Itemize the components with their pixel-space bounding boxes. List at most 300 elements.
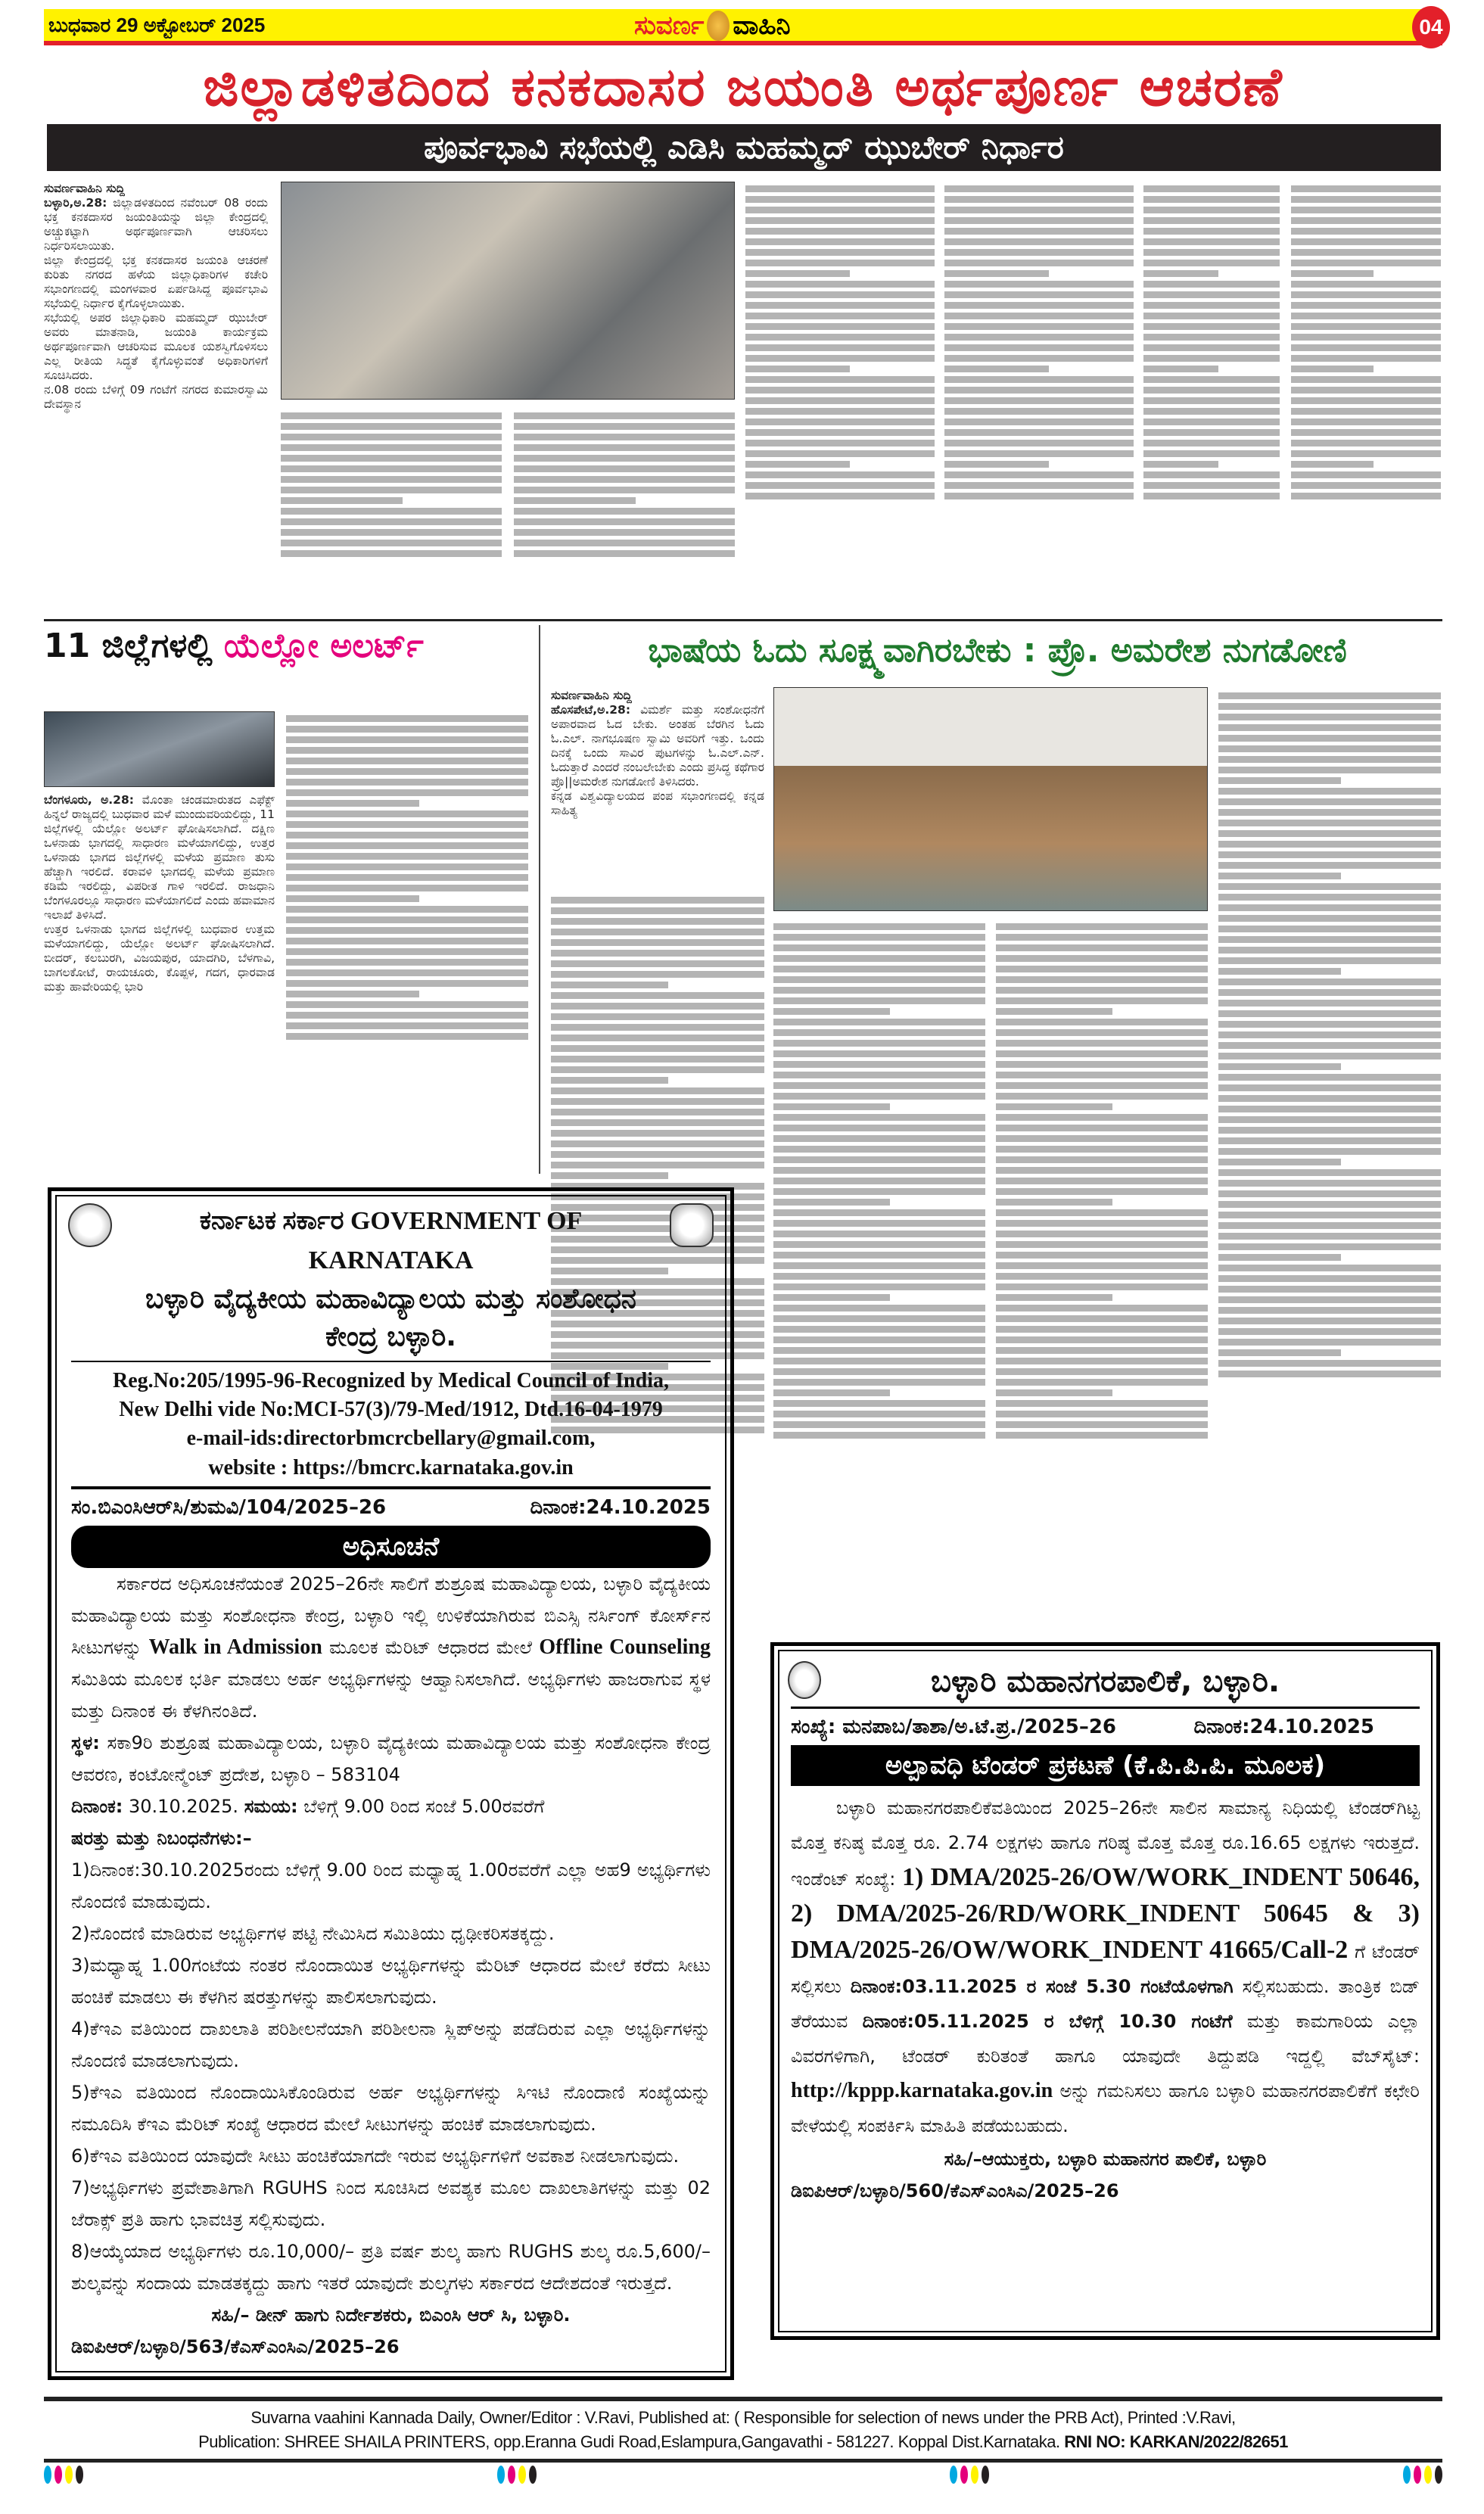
registration-dot [960, 2466, 968, 2484]
lead-article-text [944, 182, 1134, 613]
text-line [551, 939, 764, 946]
text-line [281, 455, 502, 462]
text-line [773, 955, 985, 962]
paragraph: ಜಿಲ್ಲಾ ಕೇಂದ್ರದಲ್ಲಿ ಭಕ್ತ ಕನಕದಾಸರ ಜಯಂತಿ ಆಚರಣೆ ಕುರಿತು ನಗರದ ಹಳೆಯ ಜಿಲ್ಲಾಧಿಕಾರಿಗಳ ಕಚೇರಿ ಸಭಾಂಗಣದಲ್ಲಿ ಮಂಗಳವಾರ ಏರ್ಪಡಿಸಿದ್ದ ಪೂರ್ವಭಾವಿ ಸಭೆಯಲ್ಲಿ ನಿರ್ಧಾರ ಕೈಗೊಳ್ಳಲಾಯಿತು. [44, 254, 268, 310]
text-line [944, 291, 1134, 298]
text-line [551, 1056, 764, 1063]
text-line [773, 1050, 985, 1057]
kppp-website-link[interactable]: http://kppp.karnataka.gov.in [791, 2079, 1053, 2102]
text-line [1218, 989, 1441, 996]
lead-article-text [745, 182, 935, 613]
text-line [1143, 344, 1280, 351]
text-line [996, 1178, 1208, 1184]
text-line [286, 853, 528, 860]
text-line [551, 992, 764, 999]
text-line [745, 217, 935, 224]
language-article-column-1 [551, 689, 764, 885]
term-item: 1)ದಿನಾಂಕ:30.10.2025ರಂದು ಬೆಳಿಗ್ಗೆ 9.00 ರಿಂದ ಮಧ್ಯಾಹ್ನ 1.00ರವರೆಗೆ ಎಲ್ಲಾ ಅಹ9 ಅಭ್ಯರ್ಥಿಗಳು ನೊಂದಣಿ ಮಾಡುವುದು. [71, 1859, 711, 1912]
text-line [1291, 418, 1441, 425]
registration-dot [76, 2466, 83, 2484]
text-line [745, 429, 935, 436]
text-line [996, 1029, 1208, 1036]
weather-article-text [286, 711, 528, 1165]
text-line [1218, 904, 1441, 911]
text-line [1143, 302, 1280, 309]
text-line [1143, 461, 1218, 468]
corporation-name: ಬಳ್ಳಾರಿ ಮಹಾನಗರಪಾಲಿಕೆ, ಬಳ್ಳಾರಿ. [791, 1657, 1420, 1709]
text-line [944, 260, 1134, 266]
text-line [1218, 979, 1441, 985]
text-line [1291, 344, 1441, 351]
text-line [1291, 196, 1441, 203]
text-line [745, 302, 935, 309]
registration-dot [982, 2466, 989, 2484]
text-line [944, 440, 1134, 446]
text-line [745, 418, 935, 425]
text-line [551, 929, 764, 935]
text-line [286, 842, 528, 849]
text-line [1218, 777, 1341, 784]
institution-name: ಬಳ್ಳಾರಿ ವೈದ್ಯಕೀಯ ಮಹಾವಿದ್ಯಾಲಯ ಮತ್ತು ಸಂಶೋಧನ ಕೇಂದ್ರ ಬಳ್ಳಾರಿ. [71, 1280, 711, 1362]
text-line [286, 789, 528, 796]
text-line [745, 355, 935, 362]
dipr-number: ಡಿಐಪಿಆರ್/ಬಳ್ಳಾರಿ/563/ಕೆಎಸ್‌ಎಂಸಿಎ/2025–26 [71, 2336, 400, 2357]
text-line [286, 948, 528, 955]
text-line [1291, 429, 1441, 436]
text-line [1291, 260, 1441, 266]
dateline: ಬಳ್ಳಾರಿ,ಅ.28: [44, 196, 107, 210]
tender-title: ಅಲ್ಪಾವಧಿ ಟೆಂಡರ್ ಪ್ರಕಟಣೆ (ಕೆ.ಪಿ.ಪಿ.ಪಿ. ಮೂಲಕ) [791, 1745, 1420, 1786]
text-line [286, 832, 528, 839]
text-line [773, 923, 985, 930]
text-line [745, 260, 935, 266]
text-line [996, 1156, 1208, 1163]
text-line [944, 217, 1134, 224]
text-line [1218, 1084, 1441, 1091]
text-line [286, 969, 528, 976]
text-line [1218, 724, 1441, 731]
text-line [281, 508, 502, 515]
text-line [281, 412, 502, 419]
text-line [773, 1072, 985, 1078]
text-line [745, 196, 935, 203]
text-line [1218, 830, 1441, 837]
text-line [745, 323, 935, 330]
text-line [281, 497, 403, 504]
text-line [286, 874, 528, 881]
text-line [1291, 376, 1441, 383]
text-line [996, 1167, 1208, 1174]
text-line [1218, 873, 1341, 879]
text-line [996, 934, 1208, 941]
text-line [1291, 249, 1441, 256]
registration-dot [508, 2466, 515, 2484]
text-line [944, 270, 1049, 277]
text-line [1291, 482, 1441, 489]
text-line [1218, 1095, 1441, 1102]
tender-body: ಬಳ್ಳಾರಿ ಮಹಾನಗರಪಾಲಿಕೆವತಿಯಿಂದ 2025–26ನೇ ಸಾಲಿನ ಸಾಮಾನ್ಯ ನಿಧಿಯಲ್ಲಿ ಟೆಂಡರ್‌ಗಿಟ್ಟ ಮೊತ್ತ ಕನಿಷ್ಠ ಮೊತ್ತ ರೂ. 2.74 ಲಕ್ಷಗಳು ಹಾಗೂ ಗರಿಷ್ಠ ಮೊತ್ತ ಮೊತ್ತ ರೂ.16.65 ಲಕ್ಷಗಳು ಇರುತ್ತದೆ. ಇಂಡೆಂಟ್ ಸಂಖ್ಯೆ: 1) DMA/2025-26/OW/WORK_INDENT 50646, 2) DMA/2025-26/RD/WORK_INDENT 50645 & 3) DMA/2025-26/OW/WORK_INDENT 41665/Call-2 ಗೆ ಟೆಂಡರ್ ಸಲ್ಲಿಸಲು ದಿನಾಂಕ:03.11.2025 ರ ಸಂಜೆ 5.30 ಗಂಟೆಯೊಳಗಾಗಿ ಸಲ್ಲಿಸಬಹುದು. ತಾಂತ್ರಿಕ ಬಿಡ್ ತೆರೆಯುವ ದಿನಾಂಕ:05.11.2025 ರ ಬೆಳಿಗ್ಗೆ 10.30 ಗಂಟೆಗೆ ಮತ್ತು ಕಾಮಗಾರಿಯ ಎಲ್ಲಾ ವಿವರಗಳಿಗಾಗಿ, ಟೆಂಡರ್ ಕುರಿತಂತೆ ಹಾಗೂ ಯಾವುದೇ ತಿದ್ದುಪಡಿ ಇದ್ದಲ್ಲಿ ವೆಬ್‌ಸೈಟ್: http://kppp.karnataka.gov.in ಅನ್ನು ಗಮನಿಸಲು ಹಾಗೂ ಬಳ್ಳಾರಿ ಮಹಾನಗರಪಾಲಿಕೆಗೆ ಕಛೇರಿ ವೇಳೆಯಲ್ಲಿ ಸಂಪರ್ಕಿಸಿ ಮಾಹಿತಿ ಪಡೆಯಬಹುದು. [791, 1797, 1420, 2136]
text-line [286, 1033, 528, 1040]
text-line [286, 736, 528, 743]
notice-date: ದಿನಾಂಕ:24.10.2025 [530, 1496, 711, 1519]
schedule: ದಿನಾಂಕ: 30.10.2025. ಸಮಯ: ಬೆಳಿಗ್ಗೆ 9.00 ರಿಂದ ಸಂಜೆ 5.00ರವರೆಗೆ [71, 1796, 545, 1817]
text-line [1218, 894, 1441, 901]
terms-list [71, 1854, 711, 2299]
text-line [996, 1093, 1208, 1100]
text-line [944, 323, 1134, 330]
text-line [514, 529, 735, 536]
text-line [944, 408, 1134, 415]
text-line [1218, 1137, 1441, 1144]
text-line [745, 238, 935, 245]
text-line [773, 1103, 890, 1110]
text-line [1218, 820, 1441, 826]
text-line [1291, 355, 1441, 362]
text-line [286, 927, 528, 934]
signature: ಸಹಿ/–ಆಯುಕ್ತರು, ಬಳ್ಳಾರಿ ಮಹಾನಗರ ಪಾಲಿಕೆ, ಬಳ್ಳಾರಿ [944, 2148, 1267, 2170]
text-line [1291, 291, 1441, 298]
text-line [944, 397, 1134, 404]
text-line [1218, 1042, 1441, 1049]
news-source: ಸುವರ್ಣವಾಹಿನಿ ಸುದ್ದಿ [551, 689, 632, 702]
registration-dot [1435, 2466, 1442, 2484]
weather-article-column-1 [44, 793, 275, 1171]
lead-article-text [281, 409, 502, 613]
text-line [1143, 366, 1218, 372]
term-item: 7)ಅಭ್ಯರ್ಥಿಗಳು ಪ್ರವೇಶಾತಿಗಾಗಿ RGUHS ನಿಂದ ಸೂಚಿಸಿದ ಅವಶ್ಯಕ ಮೂಲ ದಾಖಲಾತಿಗಳನ್ನು ಮತ್ತು 02 ಜೆರಾಕ್ಸ್ ಪ್ರತಿ ಹಾಗು ಭಾವಚಿತ್ರ ಸಲ್ಲಿಸುವುದು. [71, 2177, 711, 2230]
text-line [745, 387, 935, 394]
text-line [773, 1156, 985, 1163]
text-line [1291, 185, 1441, 192]
karnataka-emblem-icon [670, 1203, 714, 1247]
text-line [551, 982, 668, 988]
registration-mark [497, 2466, 537, 2484]
text-line [1291, 228, 1441, 235]
text-line [551, 1045, 764, 1052]
text-line [286, 726, 528, 733]
text-line [996, 966, 1208, 972]
logo-text-right: ವಾಹಿನಿ [733, 11, 791, 41]
text-line [944, 185, 1134, 192]
text-line [1291, 461, 1374, 468]
venue: ಸ್ಥಳ: ಸಕಾ9ರಿ ಶುಶ್ರೂಷ ಮಹಾವಿದ್ಯಾಲಯ, ಬಳ್ಳಾರಿ ವೈದ್ಯಕೀಯ ಮಹಾವಿದ್ಯಾಲಯ ಮತ್ತು ಸಂಶೋಧನಾ ಕೇಂದ್ರ ಆವರಣ, ಕಂಟೋನ್ಮೆಂಟ್ ಪ್ರದೇಶ, ಬಳ್ಳಾರಿ – 583104 [71, 1732, 711, 1785]
text-line [286, 959, 528, 966]
text-line [286, 747, 528, 754]
text-line [745, 185, 935, 192]
lead-headline: ಜಿಲ್ಲಾಡಳಿತದಿಂದ ಕನಕದಾಸರ ಜಯಂತಿ ಅರ್ಥಪೂರ್ಣ ಆಚರಣೆ [203, 56, 1283, 118]
imprint-line: Publication: SHREE SHAILA PRINTERS, opp.Eranna Gudi Road,Eslampura,Gangavathi - 581227. Koppal Dist.Karnataka. RNI NO: KARKAN/2022/82651 [198, 2432, 1288, 2451]
text-line [996, 1146, 1208, 1153]
text-line [286, 863, 528, 870]
text-line [286, 811, 528, 817]
text-line [773, 1029, 985, 1036]
text-line [1291, 302, 1441, 309]
text-line [773, 934, 985, 941]
term-item: 3)ಮಧ್ಯಾಹ್ನ 1.00ಗಂಟೆಯ ನಂತರ ನೊಂದಾಯಿತ ಅಭ್ಯರ್ಥಿಗಳನ್ನು ಮೆರಿಟ್ ಆಧಾರದ ಮೇಲೆ ಕರೆದು ಸೀಟು ಹಂಚಿಕೆ ಮಾಡಲು ಈ ಕೆಳಗಿನ ಷರತ್ತುಗಳನ್ನು ಪಾಲಿಸಲಾಗುವುದು. [71, 1955, 711, 2008]
text-line [551, 1140, 764, 1147]
event-photo [773, 687, 1208, 911]
website: website : https://bmcrc.karnataka.gov.in [71, 1453, 711, 1489]
notice-date: ದಿನಾಂಕ:24.10.2025 [1193, 1716, 1374, 1738]
text-line [1218, 735, 1441, 742]
text-line [944, 238, 1134, 245]
text-line [944, 355, 1134, 362]
text-line [1143, 270, 1218, 277]
registration-mark [44, 2466, 83, 2484]
logo-text-left: ಸುವರ್ಣ [634, 11, 705, 41]
text-line [286, 758, 528, 764]
text-line [745, 281, 935, 288]
imprint-line: Suvarna vaahini Kannada Daily, Owner/Editor : V.Ravi, Published at: ( Responsible for selection of news under the PRB Act), Printed :V.Ravi, [250, 2408, 1236, 2427]
text-line [996, 1082, 1208, 1089]
text-line [944, 429, 1134, 436]
text-line [1291, 238, 1441, 245]
text-line [551, 1035, 764, 1041]
term-item: 4)ಕೆಇಎ ವತಿಯಿಂದ ದಾಖಲಾತಿ ಪರಿಶೀಲನೆಯಾಗಿ ಪರಿಶೀಲನಾ ಸ್ಲಿಪ್‌ಅನ್ನು ಪಡೆದಿರುವ ಎಲ್ಲಾ ಅಭ್ಯರ್ಥಿಗಳನ್ನು ನೊಂದಣಿ ಮಾಡಲಾಗುವುದು. [71, 2018, 711, 2071]
text-line [286, 991, 419, 997]
news-source: ಸುವರ್ಣವಾಹಿನಿ ಸುದ್ದಿ [44, 182, 125, 195]
text-line [773, 1082, 985, 1089]
text-line [1143, 387, 1280, 394]
lead-article-text [514, 409, 735, 613]
text-line [745, 408, 935, 415]
text-line [996, 1061, 1208, 1068]
text-line [1218, 788, 1441, 795]
text-line [773, 1167, 985, 1174]
text-line [944, 207, 1134, 213]
text-line [551, 1013, 764, 1020]
college-emblem-icon [68, 1203, 112, 1247]
registration-dot [497, 2466, 505, 2484]
text-line [1291, 440, 1441, 446]
text-line [996, 1040, 1208, 1047]
text-line [944, 376, 1134, 383]
lead-article-text [1291, 182, 1441, 613]
text-line [1143, 185, 1280, 192]
text-line [1291, 493, 1441, 499]
text-line [281, 434, 502, 440]
text-line [1143, 323, 1280, 330]
text-line [551, 1024, 764, 1031]
text-line [281, 465, 502, 472]
text-line [944, 344, 1134, 351]
text-line [944, 387, 1134, 394]
text-line [944, 302, 1134, 309]
text-line [1218, 798, 1441, 805]
text-line [1218, 1127, 1441, 1134]
text-line [773, 1019, 985, 1025]
text-line [1143, 238, 1280, 245]
text-line [514, 487, 735, 493]
text-line [1143, 440, 1280, 446]
registration-line: New Delhi vide No:MCI-57(3)/79-Med/1912, Dtd.16-04-1979 [119, 1398, 663, 1421]
text-line [773, 1125, 985, 1131]
registration-dot [1414, 2466, 1421, 2484]
text-line [773, 1008, 890, 1015]
text-line [996, 923, 1208, 930]
text-line [1143, 471, 1280, 478]
text-line [1291, 408, 1441, 415]
text-line [944, 334, 1134, 341]
text-line [944, 313, 1134, 319]
text-line [1218, 936, 1441, 943]
text-line [1218, 1074, 1441, 1081]
registration-line: Reg.No:205/1995-96-Recognized by Medical Council of India, [113, 1369, 669, 1392]
text-line [281, 444, 502, 451]
text-line [996, 987, 1208, 994]
text-line [745, 344, 935, 351]
text-line [551, 1077, 668, 1084]
text-line [286, 906, 528, 913]
text-line [1218, 692, 1441, 699]
registration-dot [1424, 2466, 1432, 2484]
text-line [514, 540, 735, 546]
weather-headline [44, 627, 528, 666]
text-line [1291, 450, 1441, 457]
text-line [514, 476, 735, 483]
text-line [1291, 207, 1441, 213]
text-line [944, 461, 1049, 468]
text-line [1218, 767, 1441, 773]
text-line [1218, 1000, 1441, 1007]
text-line [1291, 217, 1441, 224]
text-line [551, 1066, 764, 1073]
term-item: 2)ನೊಂದಣಿ ಮಾಡಿರುವ ಅಭ್ಯರ್ಥಿಗಳ ಪಟ್ಟಿ ನೇಮಿಸಿದ ಸಮಿತಿಯು ಧೃಢೀಕರಿಸತಕ್ಕದ್ದು. [71, 1923, 555, 1944]
text-line [514, 518, 735, 525]
text-line [996, 1008, 1112, 1015]
text-line [745, 471, 935, 478]
text-line [1143, 207, 1280, 213]
text-line [944, 281, 1134, 288]
text-line [286, 779, 528, 786]
text-line [1218, 1180, 1441, 1187]
text-line [286, 768, 528, 775]
text-line [773, 997, 985, 1004]
notice-title: ಅಧಿಸೂಚನೆ [71, 1526, 711, 1568]
text-line [944, 482, 1134, 489]
text-line [286, 1012, 528, 1019]
term-item: 5)ಕೆಇಎ ವತಿಯಿಂದ ನೊಂದಾಯಿಸಿಕೊಂಡಿರುವ ಅರ್ಹ ಅಭ್ಯರ್ಥಿಗಳನ್ನು ಸಿಇಟಿ ನೊಂದಾಣಿ ಸಂಖ್ಯೆಯನ್ನು ನಮೂದಿಸಿ ಕೆಇಎ ಮೆರಿಟ್ ಸಂಖ್ಯೆ ಆಧಾರದ ಮೇಲೆ ಸೀಟುಗಳನ್ನು ಹಂಚಿಕೆ ಮಾಡಲಾಗುವುದು. [71, 2082, 711, 2135]
text-line [1218, 947, 1441, 954]
text-line [996, 1072, 1208, 1078]
text-line [1218, 809, 1441, 816]
text-line [1218, 862, 1441, 869]
text-line [773, 1040, 985, 1047]
footer-rule [44, 2397, 1442, 2401]
text-line [1218, 957, 1441, 964]
registration-dot [950, 2466, 957, 2484]
text-line [944, 418, 1134, 425]
text-line [1143, 260, 1280, 266]
text-line [745, 334, 935, 341]
text-line [1143, 418, 1280, 425]
text-line [773, 1135, 985, 1142]
meeting-photo [281, 182, 735, 400]
text-line [1143, 281, 1280, 288]
term-item: 6)ಕೆಇಎ ವತಿಯಿಂದ ಯಾವುದೇ ಸೀಟು ಹಂಚಿಕೆಯಾಗದೇ ಇರುವ ಅಭ್ಯರ್ಥಿಗಳಿಗೆ ಅವಕಾಶ ನೀಡಲಾಗುವುದು. [71, 2145, 680, 2167]
text-line [551, 1130, 764, 1137]
text-line [745, 440, 935, 446]
reference-number: ಸಂ.ಬಿಎಂಸಿಆರ್‌ಸಿ/ಶುಮವಿ/104/2025–26 [71, 1496, 387, 1519]
text-line [1143, 334, 1280, 341]
paragraph: ವಿಮರ್ಶೆ ಮತ್ತು ಸಂಶೋಧನೆಗೆ ಅಪಾರವಾದ ಓದ ಬೇಕು. ಅಂತಹ ಬೆರಗಿನ ಓದು ಓ.ಎಲ್. ನಾಗಭೂಷಣ ಸ್ವಾಮಿ ಅವರಿಗೆ ಇತ್ತು. ಒಂದು ದಿನಕ್ಕೆ ಒಂದು ಸಾವಿರ ಪುಟಗಳನ್ನು ಓ.ಎಲ್.ಎನ್. ಓದುತ್ತಾರೆ ಎಂದರೆ ನಂಬಲೇಬೇಕು ಎಂದು ಪ್ರಸಿದ್ಧ ಕಥೆಗಾರ ಪ್ರೊ||ಅಮರೇಶ ನುಗಡೋಣಿ ತಿಳಿಸಿದರು. [551, 703, 764, 789]
text-line [944, 228, 1134, 235]
registration-dot [44, 2466, 51, 2484]
text-line [773, 976, 985, 983]
text-line [1291, 313, 1441, 319]
tender-notice [770, 1642, 1440, 2340]
text-line [745, 228, 935, 235]
text-line [1218, 926, 1441, 932]
text-line [944, 366, 1049, 372]
text-line [286, 715, 528, 722]
text-line [1291, 270, 1374, 277]
text-line [1218, 714, 1441, 720]
text-line [551, 1098, 764, 1105]
text-line [281, 540, 502, 546]
text-line [745, 461, 850, 468]
text-line [996, 997, 1208, 1004]
text-line [551, 918, 764, 925]
text-line [1143, 429, 1280, 436]
text-line [1143, 291, 1280, 298]
text-line [551, 971, 764, 978]
text-line [281, 423, 502, 430]
text-line [1218, 1053, 1441, 1059]
text-line [745, 450, 935, 457]
registration-dot [54, 2466, 62, 2484]
headline-prefix: 11 ಜಿಲ್ಲೆಗಳಲ್ಲಿ [44, 627, 213, 665]
text-line [286, 938, 528, 944]
text-line [551, 1003, 764, 1010]
text-line [514, 412, 735, 419]
term-item: 8)ಆಯ್ಕೆಯಾದ ಅಭ್ಯರ್ಥಿಗಳು ರೂ.10,000/– ಪ್ರತಿ ವರ್ಷ ಶುಲ್ಕ ಹಾಗು RUGHS ಶುಲ್ಕ ರೂ.5,600/– ಶುಲ್ಕವನ್ನು ಸಂದಾಯ ಮಾಡತಕ್ಕದ್ದು ಹಾಗು ಇತರೆ ಯಾವುದೇ ಶುಲ್ಕಗಳು ಸರ್ಕಾರದ ಆದೇಶದಂತೆ ಇರುತ್ತದೆ. [71, 2241, 711, 2294]
text-line [551, 1172, 668, 1179]
issue-date: ಬುಧವಾರ 29 ಅಕ್ಟೋಬರ್ 2025 [48, 14, 266, 36]
text-line [1218, 851, 1441, 858]
text-line [286, 895, 419, 902]
paragraph: ಉತ್ತರ ಒಳನಾಡು ಭಾಗದ ಜಿಲ್ಲೆಗಳಲ್ಲಿ ಬುಧವಾರ ಉತ್ತಮ ಮಳೆಯಾಗಲಿದ್ದು, ಯೆಲ್ಲೋ ಅಲರ್ಟ್ ಘೋಷಿಸಲಾಗಿದೆ. ಬೀದರ್, ಕಲಬುರಗಿ, ವಿಜಯಪುರ, ಯಾದಗಿರಿ, ಬೆಳಗಾವಿ, ಬಾಗಲಕೋಟೆ, ರಾಯಚೂರು, ಕೊಪ್ಪಳ, ಗದಗ, ಧಾರವಾಡ ಮತ್ತು ಹಾವೇರಿಯಲ್ಲಿ ಭಾರಿ [44, 923, 275, 994]
text-line [281, 550, 502, 557]
notice-intro: ಸರ್ಕಾರದ ಅಧಿಸೂಚನೆಯಂತೆ 2025–26ನೇ ಸಾಲಿಗೆ ಶುಶ್ರೂಷ ಮಹಾವಿದ್ಯಾಲಯ, ಬಳ್ಳಾರಿ ವೈದ್ಯಕೀಯ ಮಹಾವಿದ್ಯಾಲಯ ಮತ್ತು ಸಂಶೋಧನಾ ಕೇಂದ್ರ, ಬಳ್ಳಾರಿ ಇಲ್ಲಿ ಉಳಿಕೆಯಾಗಿರುವ ಬಿಎಸ್ಸಿ ನರ್ಸಿಂಗ್ ಕೋರ್ಸ್‌ನ ಸೀಟುಗಳನ್ನು Walk in Admission ಮೂಲಕ ಮೆರಿಟ್ ಆಧಾರದ ಮೇಲೆ Offline Counseling ಸಮಿತಿಯ ಮೂಲಕ ಭರ್ತಿ ಮಾಡಲು ಅರ್ಹ ಅಭ್ಯರ್ಥಿಗಳನ್ನು ಆಹ್ವಾನಿಸಲಾಗಿದೆ. ಅಭ್ಯರ್ಥಿಗಳು ಹಾಜರಾಗುವ ಸ್ಥಳ ಮತ್ತು ದಿನಾಂಕ ಈ ಕೆಳಗಿನಂತಿದೆ. [71, 1573, 711, 1722]
text-line [745, 366, 850, 372]
text-line [551, 1162, 764, 1168]
text-line [1143, 249, 1280, 256]
text-line [1143, 313, 1280, 319]
text-line [286, 800, 419, 807]
reference-number: ಸಂಖ್ಯೆ: ಮನಪಾಬ/ತಾಶಾ/ಅ.ಟೆ.ಪ್ರ./2025–26 [791, 1716, 1117, 1738]
text-line [996, 955, 1208, 962]
footer [44, 2397, 1442, 2514]
text-line [514, 455, 735, 462]
text-line [996, 944, 1208, 951]
text-line [1218, 1116, 1441, 1123]
text-line [773, 944, 985, 951]
registration-mark [1403, 2466, 1442, 2484]
paragraph: ಕನ್ನಡ ವಿಶ್ವವಿದ್ಯಾಲಯದ ಪಂಪ ಸಭಾಂಗಣದಲ್ಲಿ ಕನ್ನಡ ಸಾಹಿತ್ಯ [551, 789, 764, 817]
text-line [286, 1022, 528, 1029]
text-line [1291, 366, 1374, 372]
text-line [1143, 408, 1280, 415]
paragraph: ನ.08 ರಂದು ಬೆಳಿಗ್ಗೆ 09 ಗಂಟೆಗೆ ನಗರದ ಕುಮಾರಸ್ವಾಮಿ ದೇವಸ್ಥಾನ [44, 383, 268, 411]
text-line [745, 249, 935, 256]
text-line [551, 1087, 764, 1094]
text-line [944, 196, 1134, 203]
dipr-number: ಡಿಐಪಿಆರ್/ಬಳ್ಳಾರಿ/560/ಕೆಎಸ್‌ಎಂಸಿಎ/2025–26 [791, 2180, 1119, 2201]
text-line [551, 1109, 764, 1115]
text-line [551, 950, 764, 957]
lead-subheadline: ಪೂರ್ವಭಾವಿ ಸಭೆಯಲ್ಲಿ ಎಡಿಸಿ ಮಹಮ್ಮದ್ ಝುಬೇರ್ ನಿರ್ಧಾರ [47, 124, 1441, 171]
